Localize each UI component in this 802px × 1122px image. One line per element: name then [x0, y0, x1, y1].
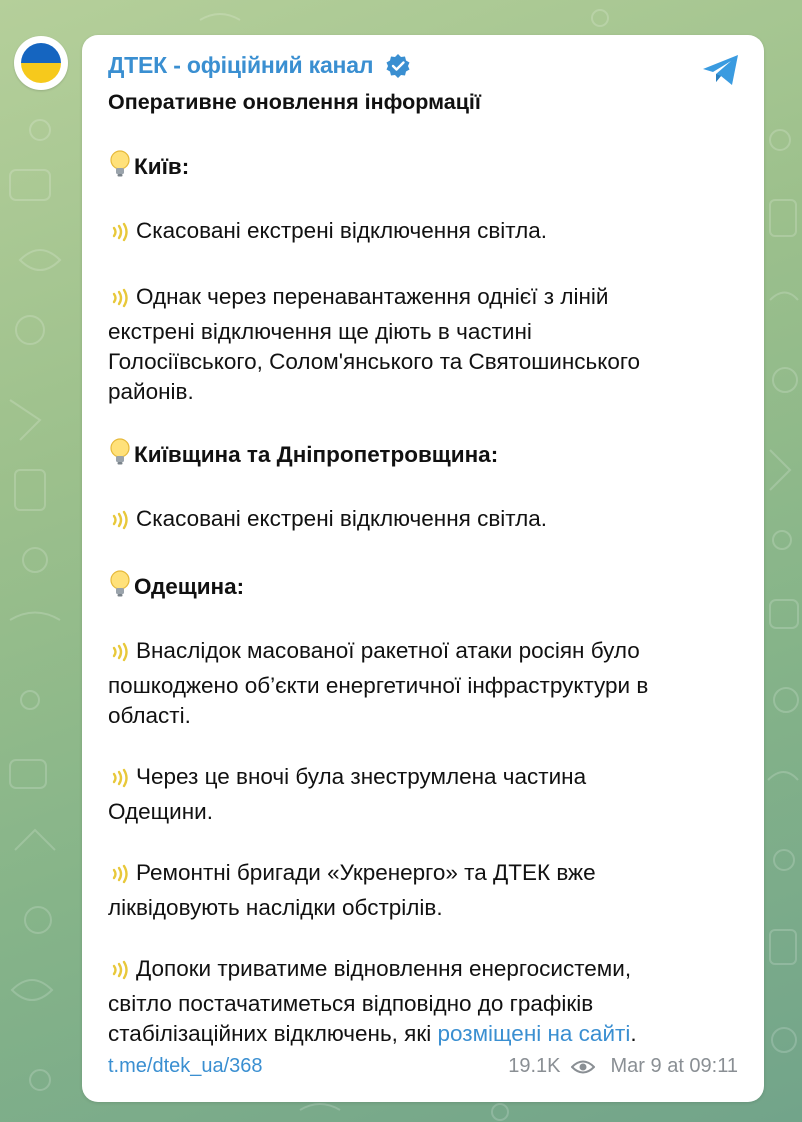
telegram-logo-icon[interactable] [700, 49, 742, 91]
channel-avatar[interactable] [14, 36, 68, 90]
sound-waves-icon [108, 221, 134, 243]
text-line: екстрені відключення ще діють в частині [108, 319, 532, 344]
heading-odesa: Одещина: [108, 569, 244, 602]
sound-waves-icon [108, 959, 134, 981]
list-item: Скасовані екстрені відключення світла. [108, 503, 547, 534]
text-line: стабілізаційних відключень, які розміщені на сайті. [108, 1021, 637, 1046]
post-permalink[interactable]: t.me/dtek_ua/368 [108, 1055, 263, 1077]
post-subtitle: Оперативне оновлення інформації [108, 90, 481, 114]
text-line: районів. [108, 379, 194, 404]
eye-icon [571, 1059, 595, 1075]
light-bulb-icon [108, 569, 132, 599]
timestamp: Mar 9 at 09:11 [610, 1055, 738, 1077]
list-item: Внаслідок масованої ракетної атаки росіян було [108, 635, 640, 666]
list-item: Через це вночі була знеструмлена частина [108, 761, 586, 792]
list-item: Однак через перенавантаження однієї з ліній [108, 281, 608, 312]
text-line: світло постачатиметься відповідно до графіків [108, 991, 594, 1016]
text-line: області. [108, 703, 191, 728]
channel-name-link[interactable]: ДТЕК - офіційний канал [108, 52, 374, 78]
heading-kyiv-region: Київщина та Дніпропетровщина: [108, 437, 498, 470]
list-item: Ремонтні бригади «Укренерго» та ДТЕК вже [108, 857, 596, 888]
text-line: Голосіївського, Солом'янського та Святошинського [108, 349, 641, 374]
text-line: ліквідовують наслідки обстрілів. [108, 895, 443, 920]
list-item: Допоки триватиме відновлення енергосистеми, [108, 953, 631, 984]
sound-waves-icon [108, 287, 134, 309]
heading-kyiv: Київ: [108, 149, 189, 182]
sound-waves-icon [108, 767, 134, 789]
sound-waves-icon [108, 641, 134, 663]
message-card [82, 35, 764, 1102]
view-count: 19.1K [508, 1055, 561, 1077]
sound-waves-icon [108, 863, 134, 885]
list-item: Скасовані екстрені відключення світла. [108, 215, 547, 246]
text-line: Одещини. [108, 799, 213, 824]
verified-badge-icon [385, 53, 411, 79]
light-bulb-icon [108, 437, 132, 467]
sound-waves-icon [108, 509, 134, 531]
channel-header [108, 52, 411, 79]
text-line: пошкоджено об’єкти енергетичної інфраструктури в [108, 673, 649, 698]
ukraine-flag-icon [21, 43, 61, 83]
light-bulb-icon [108, 149, 132, 179]
website-link[interactable]: розміщені на сайті [437, 1021, 631, 1046]
message-meta [508, 1055, 738, 1078]
